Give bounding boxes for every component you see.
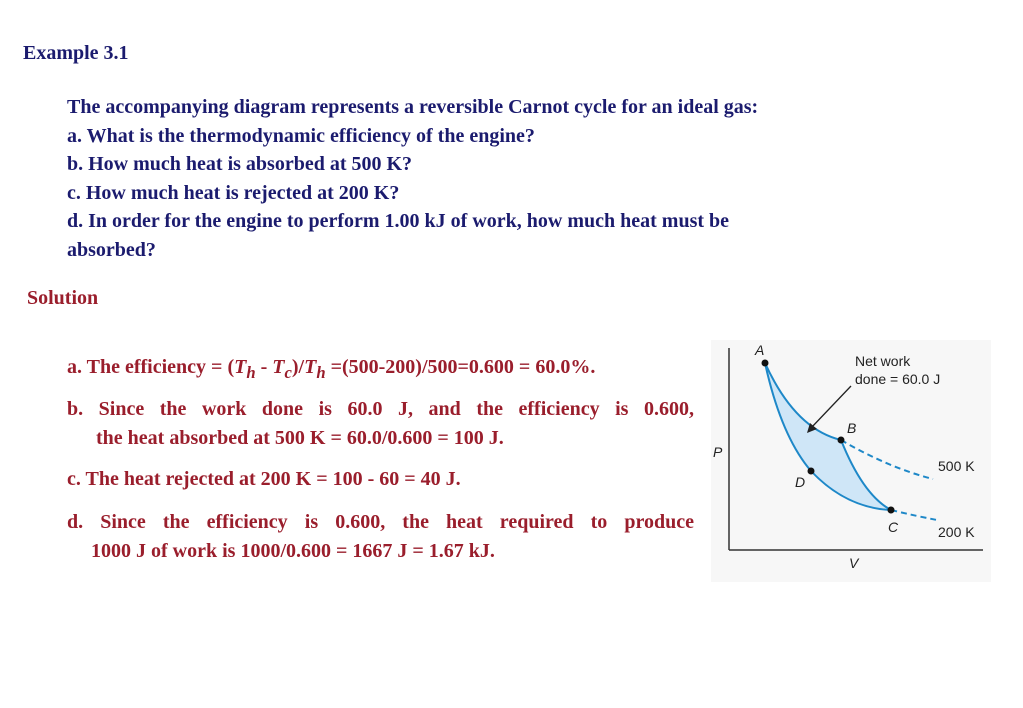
carnot-pv-diagram (711, 340, 991, 582)
answer-d (67, 508, 694, 565)
answer-a-prefix: a. The efficiency = ( (67, 356, 235, 378)
question-d-line1: d. In order for the engine to perform 1.00 kJ of work, how much heat must be (67, 210, 730, 232)
answer-a (67, 353, 694, 388)
answer-b-line1: b. Since the work done is 60.0 J, and the efficiency is 0.600, (67, 398, 694, 420)
answer-b-line2: the heat absorbed at 500 K = 60.0/0.600 = 100 J. (96, 426, 504, 449)
question-intro: The accompanying diagram represents a reversible Carnot cycle for an ideal gas: (67, 96, 759, 118)
th-symbol: T (234, 356, 247, 378)
point-a-label: A (755, 342, 765, 358)
point-c-label: C (888, 519, 899, 535)
question-c: c. How much heat is rejected at 200 K? (67, 181, 400, 204)
example-title: Example 3.1 (23, 42, 129, 64)
isotherm-500k-label: 500 K (938, 458, 975, 474)
point-b-dot (838, 437, 845, 444)
th-subscript-2: h (316, 363, 326, 382)
answer-c: c. The heat rejected at 200 K = 100 - 60 = 40 J. (67, 468, 461, 490)
answer-d-line2: 1000 J of work is 1000/0.600 = 1667 J = 1.67 kJ. (91, 539, 495, 562)
th-subscript: h (246, 363, 256, 382)
solution-heading: Solution (27, 287, 99, 309)
point-c-dot (888, 507, 895, 514)
question-d-line2: absorbed? (67, 238, 156, 261)
question-a: a. What is the thermodynamic efficiency of the engine? (67, 124, 535, 147)
question-block (67, 93, 887, 264)
isotherm-200k-label: 200 K (938, 524, 975, 540)
tc-symbol: T (272, 356, 285, 378)
axis-p-label: P (713, 444, 723, 460)
net-work-label-line2: done = 60.0 J (855, 371, 941, 387)
point-d-label: D (795, 474, 806, 490)
point-d-dot (808, 468, 815, 475)
axis-v-label: V (849, 555, 859, 571)
answer-d-line1: d. Since the efficiency is 0.600, the heat required to produce (67, 511, 694, 533)
answer-a-suffix: =(500-200)/500=0.600 = 60.0%. (325, 356, 596, 378)
answer-b (67, 395, 694, 452)
answer-a-slash: )/ (291, 356, 305, 378)
answer-a-minus: - (255, 356, 273, 378)
question-b: b. How much heat is absorbed at 500 K? (67, 153, 413, 175)
point-b-label: B (847, 420, 857, 436)
th-symbol-2: T (304, 356, 317, 378)
point-a-dot (762, 360, 769, 367)
tc-subscript: c (284, 363, 292, 382)
net-work-label-line1: Net work (855, 353, 911, 369)
